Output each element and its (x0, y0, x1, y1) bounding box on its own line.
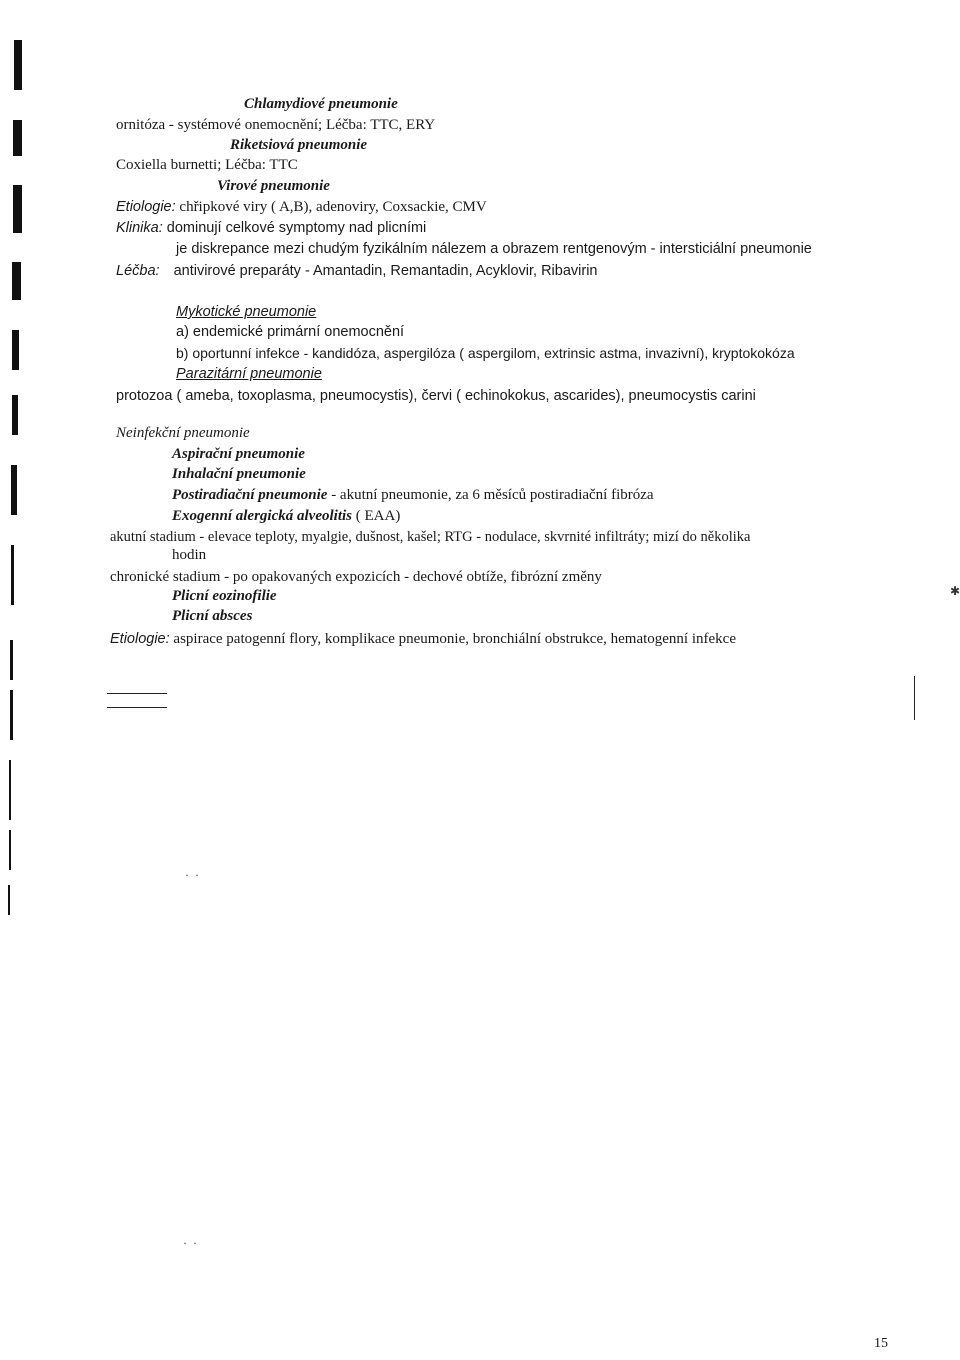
text-mykoticke-b: b) oportunní infekce - kandidóza, aspergilóza ( aspergilom, extrinsic astma, invazivní), kryptokokóza (176, 345, 795, 361)
text-akutni: akutní stadium - elevace teploty, myalgie, dušnost, kašel; RTG - nodulace, skvrnité infiltráty; mizí do několika (110, 529, 751, 545)
heading-riketsiova: Riketsiová pneumonie (230, 137, 368, 153)
text-mykoticke-a: a) endemické primární onemocnění (176, 324, 405, 340)
heading-inhalacni: Inhalační pneumonie (172, 466, 306, 482)
label-lecba: Léčba: (116, 263, 160, 279)
margin-rule (914, 676, 915, 720)
scan-speck: · · (183, 1236, 197, 1250)
scan-mark (13, 120, 22, 156)
text-akutni-2: hodin (172, 547, 207, 563)
scan-mark (14, 40, 22, 90)
scan-mark (9, 760, 11, 820)
heading-mykoticke: Mykotické pneumonie (176, 304, 317, 320)
scan-mark (10, 640, 13, 680)
scan-mark (13, 185, 22, 233)
scan-mark (8, 885, 10, 915)
heading-chlamydiove: Chlamydiové pneumonie (244, 96, 398, 112)
divider-rule (107, 707, 167, 708)
text-etiologie: chřipkové viry ( A,B), adenoviry, Coxsackie, CMV (179, 199, 487, 215)
text-chronicke: chronické stadium - po opakovaných expozicích - dechové obtíže, fibrózní změny (110, 569, 602, 585)
text-klinika: dominují celkové symptomy nad plicními (166, 220, 427, 236)
heading-plicni-absces: Plicní absces (172, 608, 253, 624)
scan-speck: ✱ (950, 584, 960, 598)
text-absces-etiologie: aspirace patogenní flory, komplikace pneumonie, bronchiální obstrukce, hematogenní infekce (173, 631, 736, 647)
text-klinika-2: je diskrepance mezi chudým fyzikálním nálezem a obrazem rentgenovým - intersticiální pneumonie (176, 241, 812, 257)
text-chlamydiove: ornitóza - systémové onemocnění; Léčba: TTC, ERY (116, 117, 436, 133)
heading-parazitarni: Parazitární pneumonie (176, 366, 322, 382)
scan-mark (11, 465, 17, 515)
label-etiologie: Etiologie: (116, 199, 176, 215)
text-lecba: antivirové preparáty - Amantadin, Remantadin, Acyklovir, Ribavirin (173, 263, 598, 279)
page-number: 15 (874, 1336, 888, 1351)
text-postiradiacni: - akutní pneumonie, za 6 měsíců postiradiační fibróza (331, 487, 654, 503)
heading-neinfekcni: Neinfekční pneumonie (116, 425, 250, 441)
scan-mark (10, 690, 13, 740)
heading-plicni-eozinofilie: Plicní eozinofilie (172, 588, 277, 604)
heading-postiradiacni: Postiradiační pneumonie (172, 487, 328, 503)
heading-virove: Virové pneumonie (217, 178, 330, 194)
divider-rule (107, 693, 167, 694)
text-riketsiova: Coxiella burnetti; Léčba: TTC (116, 157, 298, 173)
heading-exogenni: Exogenní alergická alveolitis (172, 508, 352, 524)
text-exogenni-abbr: ( EAA) (355, 508, 401, 524)
heading-aspiracni: Aspirační pneumonie (172, 446, 305, 462)
scan-speck: · · (185, 868, 199, 882)
scan-mark (12, 330, 19, 370)
label-klinika: Klinika: (116, 220, 163, 236)
scan-mark (12, 262, 21, 300)
text-parazitarni: protozoa ( ameba, toxoplasma, pneumocystis), červi ( echinokokus, ascarides), pneumocystis carini (116, 388, 756, 404)
scan-mark (9, 830, 11, 870)
scan-mark (12, 395, 18, 435)
scan-mark (11, 545, 14, 605)
label-absces-etiologie: Etiologie: (110, 631, 170, 647)
